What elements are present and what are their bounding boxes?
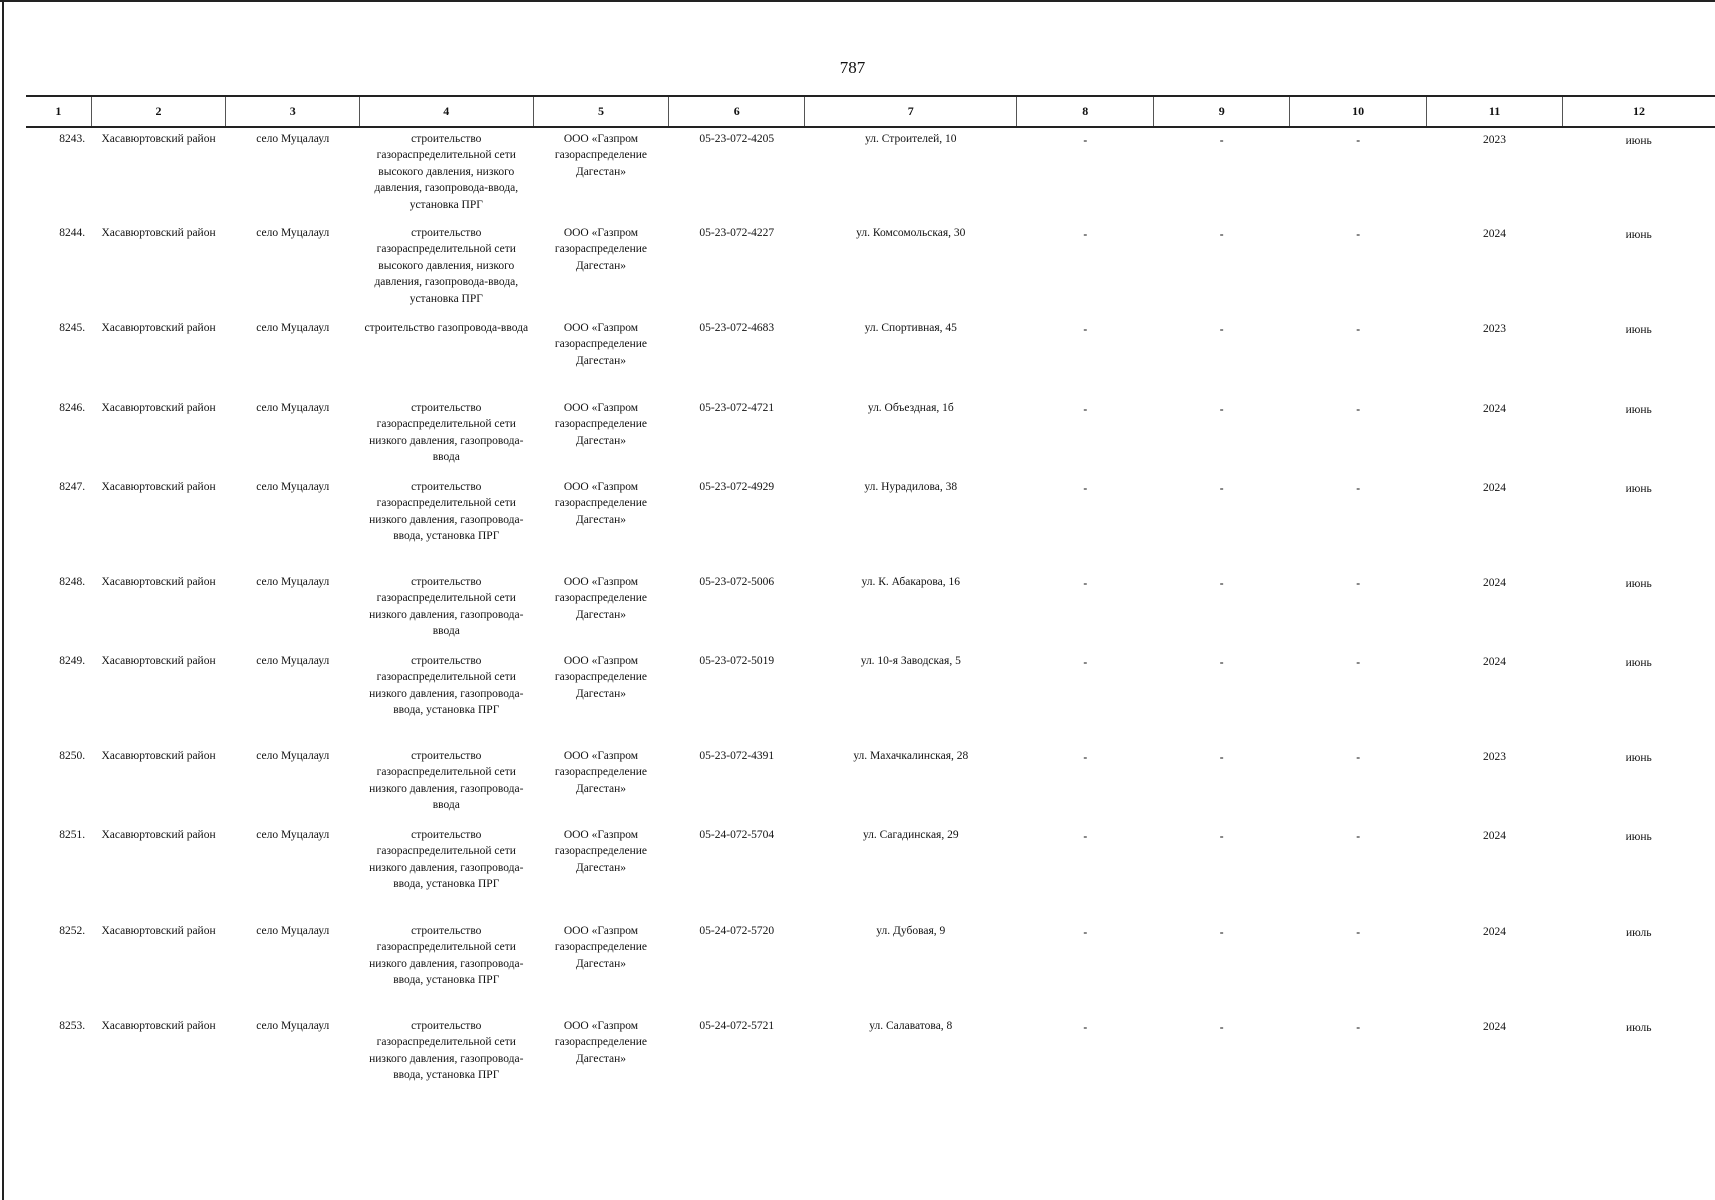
month-cell: июнь (1625, 324, 1652, 336)
column-8-cell: - (1083, 927, 1088, 939)
page-border-top (0, 0, 1715, 2)
month-cell: июль (1626, 927, 1652, 939)
column-header: 12 (1562, 96, 1715, 127)
column-header: 3 (226, 96, 360, 127)
column-8-cell: - (1083, 578, 1088, 590)
settlement-cell: село Муцалаул (256, 322, 330, 334)
column-header: 5 (533, 96, 669, 127)
district-cell: Хасавюртовский район (101, 925, 216, 937)
column-10-cell: - (1356, 404, 1361, 416)
column-10-cell: - (1356, 324, 1361, 336)
settlement-cell: село Муцалаул (256, 655, 330, 667)
month-cell: июнь (1625, 229, 1652, 241)
object-code-cell: 05-23-072-4929 (699, 481, 775, 493)
column-8-cell: - (1083, 229, 1088, 241)
column-8-cell: - (1083, 1022, 1088, 1034)
object-code-cell: 05-23-072-4721 (699, 402, 775, 414)
work-description-cell: строительство газораспределительной сети высокого давления, низкого давления, газопровода-ввода, установка ПРГ (374, 227, 519, 305)
address-cell: ул. Объездная, 1б (867, 402, 954, 414)
column-9-cell: - (1219, 404, 1224, 416)
page-border-left (2, 0, 4, 1200)
column-9-cell: - (1219, 229, 1224, 241)
column-8-cell: - (1083, 324, 1088, 336)
year-cell: 2024 (1483, 926, 1507, 938)
column-header: 11 (1427, 96, 1563, 127)
column-header: 1 (26, 96, 91, 127)
settlement-cell: село Муцалаул (256, 227, 330, 239)
header-row (26, 96, 1715, 127)
row-number: 8251. (59, 829, 86, 841)
column-header: 10 (1290, 96, 1427, 127)
district-cell: Хасавюртовский район (101, 402, 216, 414)
row-number: 8252. (59, 925, 86, 937)
year-cell: 2023 (1483, 751, 1507, 763)
column-header: 9 (1154, 96, 1290, 127)
district-cell: Хасавюртовский район (101, 481, 216, 493)
settlement-cell: село Муцалаул (256, 829, 330, 841)
column-9-cell: - (1219, 578, 1224, 590)
column-10-cell: - (1356, 483, 1361, 495)
work-description-cell: строительство газораспределительной сети низкого давления, газопровода-ввода, установка ПРГ (369, 481, 524, 543)
address-cell: ул. Салаватова, 8 (869, 1020, 953, 1032)
object-code-cell: 05-23-072-4205 (699, 133, 775, 145)
work-description-cell: строительство газопровода-ввода (364, 322, 529, 334)
settlement-cell: село Муцалаул (256, 750, 330, 762)
organization-cell: ООО «Газпром газораспределение Дагестан» (554, 227, 647, 272)
column-9-cell: - (1219, 657, 1224, 669)
address-cell: ул. Дубовая, 9 (876, 925, 946, 937)
work-description-cell: строительство газораспределительной сети низкого давления, газопровода-ввода, установка ПРГ (369, 829, 524, 891)
district-cell: Хасавюртовский район (101, 576, 216, 588)
row-number: 8250. (59, 750, 86, 762)
settlement-cell: село Муцалаул (256, 576, 330, 588)
month-cell: июнь (1625, 657, 1652, 669)
district-cell: Хасавюртовский район (101, 322, 216, 334)
column-9-cell: - (1219, 752, 1224, 764)
object-code-cell: 05-23-072-5019 (699, 655, 775, 667)
table-row (26, 317, 1715, 397)
column-9-cell: - (1219, 324, 1224, 336)
column-10-cell: - (1356, 578, 1361, 590)
address-cell: ул. Нурадилова, 38 (864, 481, 958, 493)
address-cell: ул. К. Абакарова, 16 (861, 576, 961, 588)
table-row (26, 127, 1715, 222)
column-8-cell: - (1083, 657, 1088, 669)
row-number: 8249. (59, 655, 86, 667)
organization-cell: ООО «Газпром газораспределение Дагестан» (554, 655, 647, 700)
table-row (26, 571, 1715, 650)
work-description-cell: строительство газораспределительной сети низкого давления, газопровода-ввода (369, 576, 524, 638)
month-cell: июнь (1625, 135, 1652, 147)
organization-cell: ООО «Газпром газораспределение Дагестан» (554, 829, 647, 874)
column-10-cell: - (1356, 135, 1361, 147)
column-header: 4 (360, 96, 533, 127)
column-10-cell: - (1356, 831, 1361, 843)
year-cell: 2023 (1483, 323, 1507, 335)
column-9-cell: - (1219, 1022, 1224, 1034)
month-cell: июль (1626, 1022, 1652, 1034)
district-cell: Хасавюртовский район (101, 750, 216, 762)
object-code-cell: 05-23-072-4227 (699, 227, 775, 239)
settlement-cell: село Муцалаул (256, 133, 330, 145)
column-10-cell: - (1356, 229, 1361, 241)
row-number: 8246. (59, 402, 86, 414)
object-code-cell: 05-24-072-5721 (699, 1020, 775, 1032)
column-9-cell: - (1219, 483, 1224, 495)
organization-cell: ООО «Газпром газораспределение Дагестан» (554, 133, 647, 178)
work-description-cell: строительство газораспределительной сети низкого давления, газопровода-ввода, установка ПРГ (369, 655, 524, 717)
organization-cell: ООО «Газпром газораспределение Дагестан» (554, 925, 647, 970)
table-row (26, 397, 1715, 476)
organization-cell: ООО «Газпром газораспределение Дагестан» (554, 750, 647, 795)
work-description-cell: строительство газораспределительной сети низкого давления, газопровода-ввода (369, 750, 524, 812)
year-cell: 2024 (1483, 482, 1507, 494)
work-description-cell: строительство газораспределительной сети низкого давления, газопровода-ввода, установка ПРГ (369, 925, 524, 987)
table-row (26, 824, 1715, 920)
address-cell: ул. Строителей, 10 (865, 133, 957, 145)
table-row (26, 1015, 1715, 1110)
organization-cell: ООО «Газпром газораспределение Дагестан» (554, 481, 647, 526)
column-8-cell: - (1083, 135, 1088, 147)
address-cell: ул. Сагадинская, 29 (862, 829, 959, 841)
object-code-cell: 05-23-072-4391 (699, 750, 775, 762)
district-cell: Хасавюртовский район (101, 133, 216, 145)
table-row (26, 920, 1715, 1015)
column-8-cell: - (1083, 831, 1088, 843)
page-number: 787 (839, 58, 866, 77)
settlement-cell: село Муцалаул (256, 402, 330, 414)
column-9-cell: - (1219, 831, 1224, 843)
column-9-cell: - (1219, 927, 1224, 939)
row-number: 8243. (59, 133, 86, 145)
organization-cell: ООО «Газпром газораспределение Дагестан» (554, 576, 647, 621)
object-code-cell: 05-23-072-4683 (699, 322, 775, 334)
column-header: 7 (805, 96, 1017, 127)
district-cell: Хасавюртовский район (101, 227, 216, 239)
column-header: 8 (1017, 96, 1154, 127)
month-cell: июнь (1625, 404, 1652, 416)
district-cell: Хасавюртовский район (101, 655, 216, 667)
row-number: 8248. (59, 576, 86, 588)
row-number: 8245. (59, 322, 86, 334)
table-row (26, 476, 1715, 571)
month-cell: июнь (1625, 752, 1652, 764)
column-8-cell: - (1083, 752, 1088, 764)
settlement-cell: село Муцалаул (256, 1020, 330, 1032)
object-code-cell: 05-23-072-5006 (699, 576, 775, 588)
month-cell: июнь (1625, 483, 1652, 495)
year-cell: 2024 (1483, 577, 1507, 589)
column-10-cell: - (1356, 657, 1361, 669)
work-description-cell: строительство газораспределительной сети высокого давления, низкого давления, газопровода-ввода, установка ПРГ (374, 133, 519, 211)
settlement-cell: село Муцалаул (256, 925, 330, 937)
column-9-cell: - (1219, 135, 1224, 147)
district-cell: Хасавюртовский район (101, 829, 216, 841)
address-cell: ул. 10-я Заводская, 5 (860, 655, 961, 667)
object-code-cell: 05-24-072-5704 (699, 829, 775, 841)
year-cell: 2024 (1483, 228, 1507, 240)
table-body (26, 127, 1715, 1110)
column-10-cell: - (1356, 1022, 1361, 1034)
column-10-cell: - (1356, 927, 1361, 939)
table-row (26, 745, 1715, 824)
row-number: 8253. (59, 1020, 86, 1032)
organization-cell: ООО «Газпром газораспределение Дагестан» (554, 402, 647, 447)
year-cell: 2024 (1483, 830, 1507, 842)
year-cell: 2024 (1483, 656, 1507, 668)
row-number: 8247. (59, 481, 86, 493)
object-code-cell: 05-24-072-5720 (699, 925, 775, 937)
address-cell: ул. Комсомольская, 30 (856, 227, 966, 239)
address-cell: ул. Махачкалинская, 28 (853, 750, 969, 762)
organization-cell: ООО «Газпром газораспределение Дагестан» (554, 322, 647, 367)
year-cell: 2023 (1483, 134, 1507, 146)
organization-cell: ООО «Газпром газораспределение Дагестан» (554, 1020, 647, 1065)
month-cell: июнь (1625, 831, 1652, 843)
year-cell: 2024 (1483, 403, 1507, 415)
table-row (26, 650, 1715, 745)
column-8-cell: - (1083, 483, 1088, 495)
column-10-cell: - (1356, 752, 1361, 764)
settlement-cell: село Муцалаул (256, 481, 330, 493)
address-cell: ул. Спортивная, 45 (864, 322, 957, 334)
data-table (26, 95, 1715, 1110)
year-cell: 2024 (1483, 1021, 1507, 1033)
column-header: 2 (91, 96, 226, 127)
column-header: 6 (669, 96, 805, 127)
month-cell: июнь (1625, 578, 1652, 590)
work-description-cell: строительство газораспределительной сети низкого давления, газопровода-ввода (369, 402, 524, 464)
table-row (26, 222, 1715, 317)
column-8-cell: - (1083, 404, 1088, 416)
row-number: 8244. (59, 227, 86, 239)
work-description-cell: строительство газораспределительной сети низкого давления, газопровода-ввода, установка ПРГ (369, 1020, 524, 1082)
district-cell: Хасавюртовский район (101, 1020, 216, 1032)
